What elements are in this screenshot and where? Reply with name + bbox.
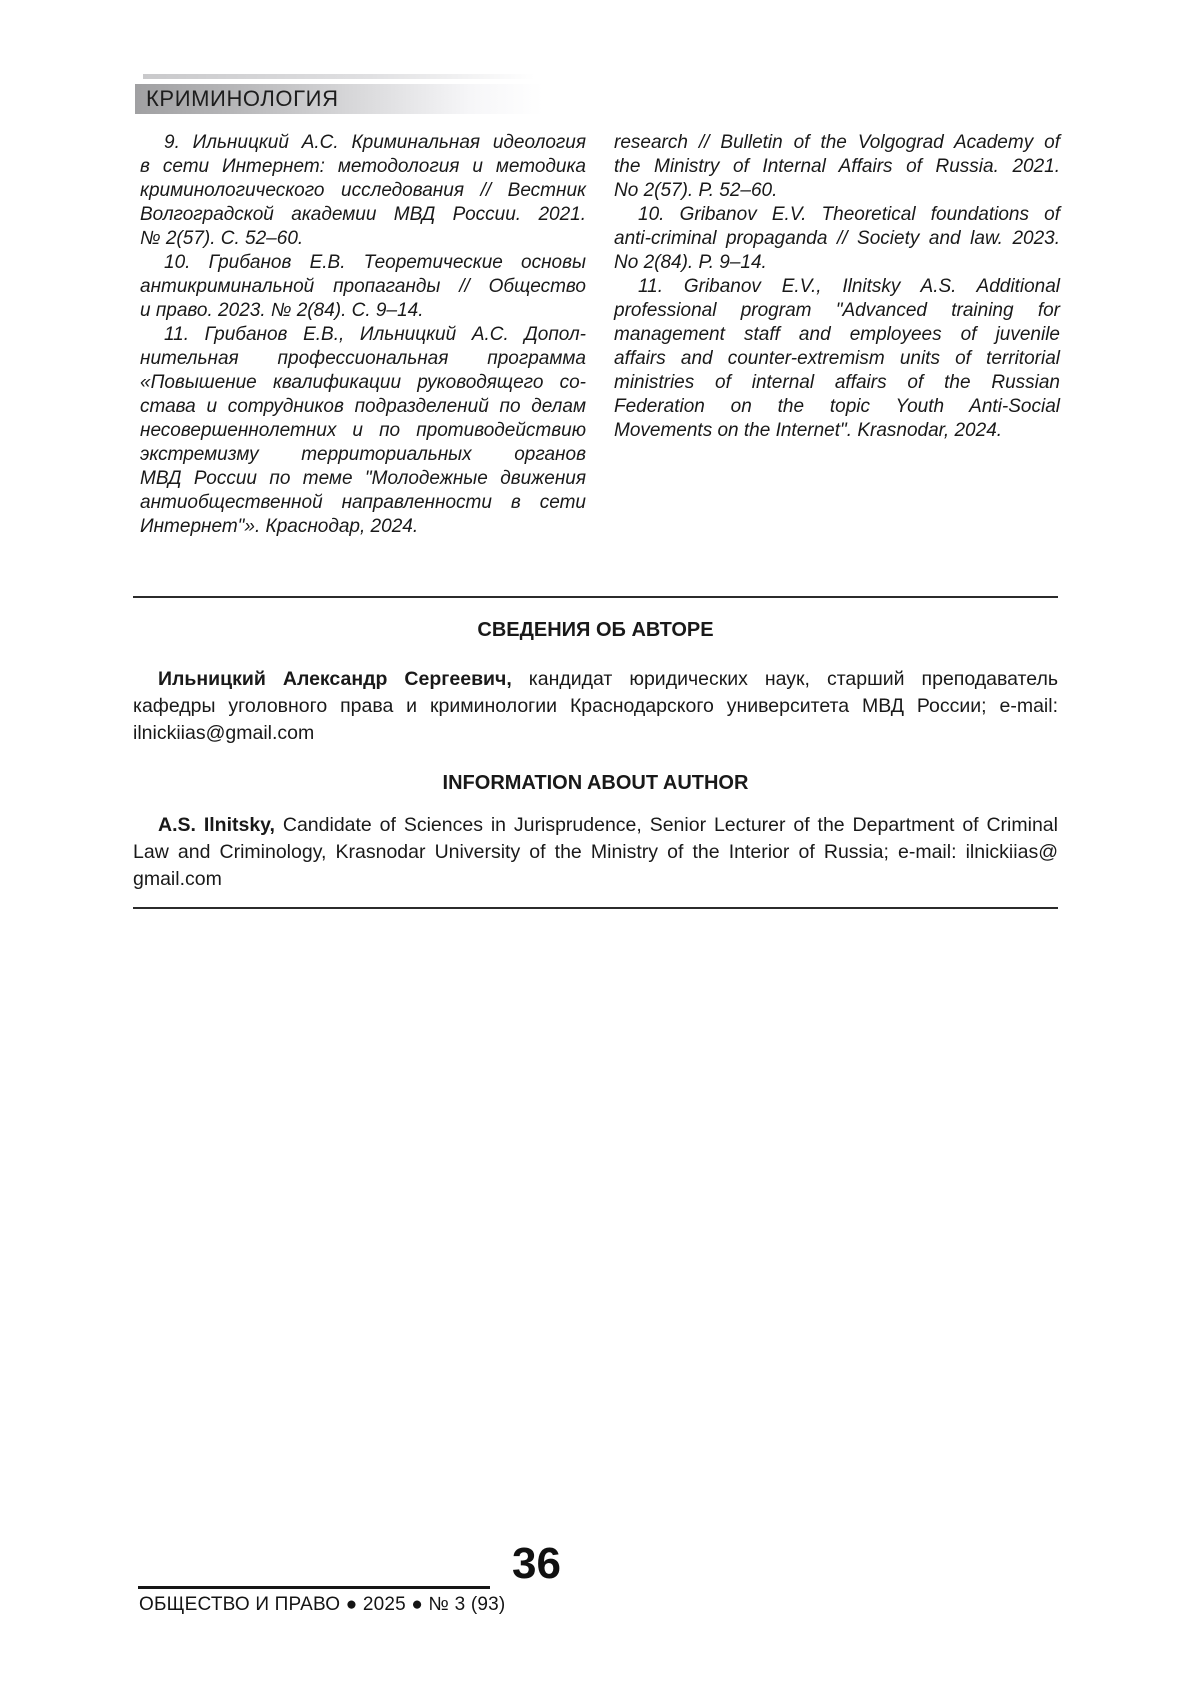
text-line: gmail.com (133, 868, 222, 890)
paragraph (133, 812, 1058, 893)
paragraph (133, 666, 1058, 747)
page-number: 36 (512, 1539, 561, 1588)
author-name: Ильницкий Александр Сергеевич, (158, 668, 512, 690)
text-line: экстремизму территориальных органов (140, 444, 586, 465)
text-line: «Повышение квалификации руководящего со- (140, 372, 586, 393)
author-info-heading-ru: СВЕДЕНИЯ ОБ АВТОРЕ (477, 619, 714, 641)
text-line: Federation on the topic Youth Anti-Social (614, 396, 1060, 417)
text-line: 11. Gribanov E.V., Ilnitsky A.S. Additional (638, 276, 1060, 297)
text-line: несовершеннолетних и по противодействию (140, 420, 586, 441)
author-info-section (133, 596, 1058, 909)
text-line: 9. Ильницкий А.С. Криминальная идеология (164, 132, 586, 153)
paragraph (614, 131, 1060, 203)
text-line: става и сотрудников подразделений по делам (140, 396, 586, 417)
divider-bottom (133, 907, 1058, 909)
paragraph (140, 323, 586, 539)
journal-footer: ОБЩЕСТВО И ПРАВО ● 2025 ● № 3 (93) (139, 1594, 506, 1615)
text-line: 11. Грибанов Е.В., Ильницкий А.С. Допол- (164, 324, 586, 345)
text-line: anti-criminal propaganda // Society and law. 2023. (614, 228, 1060, 249)
author-info-heading-en: INFORMATION ABOUT AUTHOR (442, 772, 749, 794)
references-column-right (614, 131, 1060, 539)
text-line: A.S. Ilnitsky, Candidate of Sciences in Jurisprudence, Senior Lecturer of the Department of Criminal (158, 814, 1058, 836)
text-line: management staff and employees of juvenile (614, 324, 1060, 345)
paragraph (140, 131, 586, 251)
text-line: № 2(57). С. 52–60. (140, 228, 304, 249)
text-line: No 2(84). P. 9–14. (614, 252, 767, 273)
text-line: ilnickiias@gmail.com (133, 722, 315, 744)
divider-top (133, 596, 1058, 598)
author-paragraph-en (133, 812, 1058, 893)
footer-rule (138, 1586, 490, 1589)
section-label: КРИМИНОЛОГИЯ (146, 86, 339, 111)
header-bar-shadow (143, 74, 555, 79)
text-line: 10. Gribanov E.V. Theoretical foundations of (638, 204, 1060, 225)
text-line: research // Bulletin of the Volgograd Academy of (614, 132, 1060, 153)
text-line: affairs and counter-extremism units of territorial (614, 348, 1060, 369)
text-line: Movements on the Internet". Krasnodar, 2024. (614, 420, 1003, 441)
text-line: кафедры уголовного права и криминологии Краснодарского университета МВД России; e-mail: (133, 695, 1058, 717)
text-line: нительная профессиональная программа (140, 348, 586, 369)
text-line: No 2(57). P. 52–60. (614, 180, 778, 201)
text-line: Ильницкий Александр Сергеевич, кандидат юридических наук, старший преподаватель (158, 668, 1058, 690)
paragraph (140, 251, 586, 323)
references-column-left (140, 131, 586, 539)
text-line: 10. Грибанов Е.В. Теоретические основы (164, 252, 586, 273)
text-line: ministries of internal affairs of the Russian (614, 372, 1060, 393)
text-line: в сети Интернет: методология и методика (140, 156, 586, 177)
references (140, 131, 1060, 539)
text-line: Волгоградской академии МВД России. 2021. (140, 204, 586, 225)
author-paragraph-ru (133, 666, 1058, 747)
text-line: криминологического исследования // Вестник (140, 180, 586, 201)
text-line: МВД России по теме "Молодежные движения (140, 468, 586, 489)
text-line: Интернет"». Краснодар, 2024. (140, 516, 419, 537)
section-header-bar (135, 84, 543, 114)
text-line: the Ministry of Internal Affairs of Russia. 2021. (614, 156, 1060, 177)
author-name: A.S. Ilnitsky, (158, 814, 275, 836)
paragraph (614, 203, 1060, 275)
text-line: антикриминальной пропаганды // Общество (140, 276, 586, 297)
text-line: professional program "Advanced training for (614, 300, 1060, 321)
text-line: антиобщественной направленности в сети (140, 492, 586, 513)
paragraph (614, 275, 1060, 443)
text-line: Law and Criminology, Krasnodar University of the Ministry of the Interior of Russia; e-mail: ilnickiias@ (133, 841, 1058, 863)
text-line: и право. 2023. № 2(84). С. 9–14. (140, 300, 424, 321)
